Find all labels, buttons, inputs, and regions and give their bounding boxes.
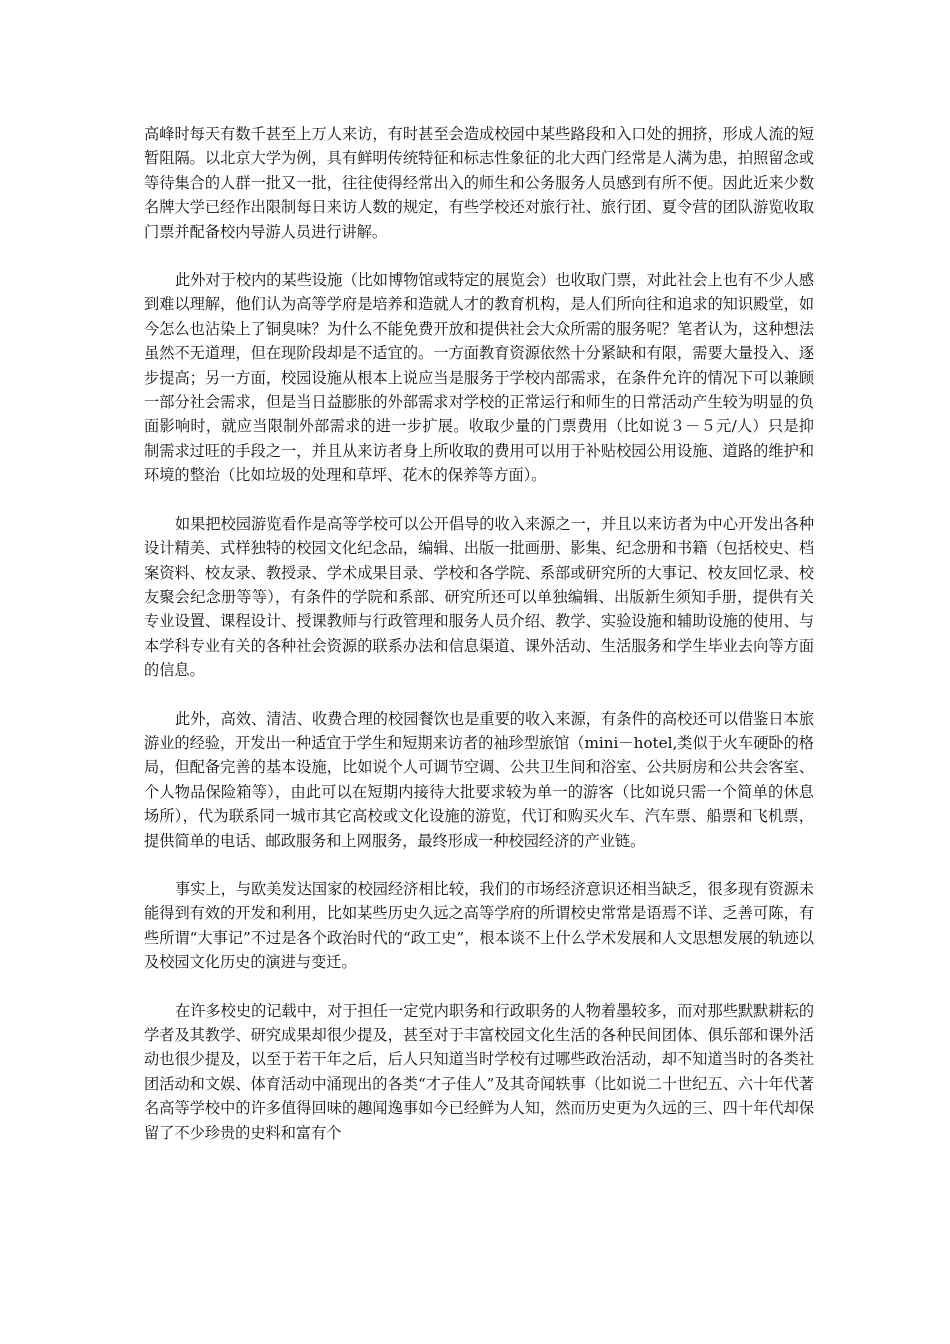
paragraph-5: 事实上，与欧美发达国家的校园经济相比较，我们的市场经济意识还相当缺乏，很多现有资源未能得到有效的开发和利用，比如某些历史久远之高等学府的所谓校史常常是语焉不详、乏善可陈，有些所谓“大事记”不过是各个政治时代的“政工史”，根本谈不上什么学术发展和人文思想发展的轨迹以及校园文化历史的演进与变迁。 xyxy=(144,879,814,972)
paragraph-3: 如果把校园游览看作是高等学校可以公开倡导的收入来源之一，并且以来访者为中心开发出各种设计精美、式样独特的校园文化纪念品，编辑、出版一批画册、影集、纪念册和书籍（包括校史、档案资料、校友录、教授录、学术成果目录、学校和各学院、系部或研究所的大事记、校友回忆录、校友聚会纪念册等等），有条件的学院和系部、研究所还可以单独编辑、出版新生须知手册，提供有关专业设置、课程设计、授课教师与行政管理和服务人员介绍、教学、实验设施和辅助设施的使用、与本学科专业有关的各种社会资源的联系办法和信息渠道、课外活动、生活服务和学生毕业去向等方面的信息。 xyxy=(144,514,814,680)
paragraph-1: 高峰时每天有数千甚至上万人来访，有时甚至会造成校园中某些路段和入口处的拥挤，形成人流的短暂阻隔。以北京大学为例，具有鲜明传统特征和标志性象征的北大西门经常是人满为患，拍照留念或等待集合的人群一批又一批，往往使得经常出入的师生和公务服务人员感到有所不便。因此近来少数名牌大学已经作出限制每日来访人数的规定，有些学校还对旅行社、旅行团、夏令营的团队游览收取门票并配备校内导游人员进行讲解。 xyxy=(144,125,814,241)
paragraph-4: 此外，高效、清洁、收费合理的校园餐饮也是重要的收入来源，有条件的高校还可以借鉴日本旅游业的经验，开发出一种适宜于学生和短期来访者的袖珍型旅馆（mini－hotel,类似于火车硬卧的格局，但配备完善的基本设施，比如说个人可调节空调、公共卫生间和浴室、公共厨房和公共会客室、个人物品保险箱等），由此可以在短期内接待大批要求较为单一的游客（比如说只需一个简单的休息场所），代为联系同一城市其它高校或文化设施的游览，代订和购买火车、汽车票、船票和飞机票，提供简单的电话、邮政服务和上网服务，最终形成一种校园经济的产业链。 xyxy=(144,709,814,850)
paragraph-2: 此外对于校内的某些设施（比如博物馆或特定的展览会）也收取门票，对此社会上也有不少人感到难以理解，他们认为高等学府是培养和造就人才的教育机构，是人们所向往和追求的知识殿堂，如今怎么也沾染上了铜臭味？为什么不能免费开放和提供社会大众所需的服务呢？笔者认为，这种想法虽然不无道理，但在现阶段却是不适宜的。一方面教育资源依然十分紧缺和有限，需要大量投入、逐步提高；另一方面，校园设施从根本上说应当是服务于学校内部需求，在条件允许的情况下可以兼顾一部分社会需求，但是当日益膨胀的外部需求对学校的正常运行和师生的日常活动产生较为明显的负面影响时，就应当限制外部需求的进一步扩展。收取少量的门票费用（比如说３－５元/人）只是抑制需求过旺的手段之一，并且从来访者身上所收取的费用可以用于补贴校园公用设施、道路的维护和环境的整治（比如垃圾的处理和草坪、花木的保养等方面）。 xyxy=(144,271,814,485)
document-body xyxy=(144,122,814,1169)
paragraph-6: 在许多校史的记载中，对于担任一定党内职务和行政职务的人物着墨较多，而对那些默默耕耘的学者及其教学、研究成果却很少提及，甚至对于丰富校园文化生活的各种民间团体、俱乐部和课外活动也很少提及，以至于若干年之后，后人只知道当时学校有过哪些政治活动，却不知道当时的各类社团活动和文娱、体育活动中涌现出的各类“才子佳人”及其奇闻轶事（比如说二十世纪五、六十年代著名高等学校中的许多值得回味的趣闻逸事如今已经鲜为人知，然而历史更为久远的三、四十年代却保留了不少珍贵的史料和富有个 xyxy=(144,1001,814,1142)
